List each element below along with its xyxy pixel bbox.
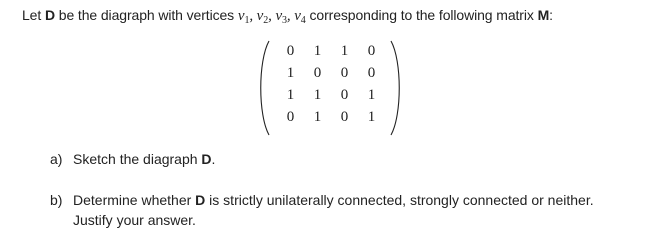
matrix-cell: 0 <box>367 65 376 81</box>
left-parenthesis <box>261 41 269 135</box>
problem-statement <box>22 7 553 26</box>
vertex-3: $v_3$ <box>275 8 287 26</box>
matrix-cell: 1 <box>313 109 322 125</box>
matrix-cell: 0 <box>313 65 322 81</box>
question-a-label: a) <box>50 151 63 167</box>
intro-middle: be the diagraph with vertices <box>54 7 238 23</box>
diagraph-symbol: D <box>44 7 55 23</box>
vertex-2: $v_2$ <box>256 8 269 26</box>
vertex-4: $v_4$ <box>294 8 306 26</box>
matrix-cell: 0 <box>367 43 376 59</box>
question-b-justify: Justify your answer. <box>73 212 196 228</box>
question-a-text: Sketch the diagraph <box>73 151 202 167</box>
matrix-cell: 1 <box>286 87 295 103</box>
vertex-1: $v_1$ <box>237 8 250 26</box>
adjacency-matrix <box>257 39 403 137</box>
question-a-diagraph: D <box>201 151 212 167</box>
matrix-cell: 0 <box>340 109 349 125</box>
question-b <box>50 192 594 208</box>
matrix-symbol: M <box>537 7 550 23</box>
matrix-cell: 0 <box>286 43 295 59</box>
intro-colon: : <box>549 7 553 23</box>
question-a-period: . <box>211 151 216 167</box>
intro-suffix: corresponding to the following matrix <box>305 7 538 23</box>
matrix-entries <box>277 40 385 128</box>
matrix-cell: 1 <box>367 109 376 125</box>
question-a <box>50 151 215 167</box>
question-b-text-end: is strictly unilaterally connected, strongly connected or neither. <box>205 192 594 208</box>
right-parenthesis <box>391 41 399 135</box>
vertex-list: $v_1$, $v_2$, $v_3$, $v_4$ <box>237 8 306 26</box>
matrix-cell: 1 <box>286 65 295 81</box>
matrix-cell: 0 <box>286 109 295 125</box>
matrix-cell: 1 <box>367 87 376 103</box>
matrix-cell: 0 <box>340 65 349 81</box>
matrix-cell: 1 <box>313 43 322 59</box>
question-b-text-start: Determine whether <box>73 192 196 208</box>
matrix-cell: 1 <box>313 87 322 103</box>
matrix-cell: 0 <box>340 87 349 103</box>
question-b-label: b) <box>50 192 63 208</box>
intro-prefix: Let <box>22 7 45 23</box>
matrix-cell: 1 <box>340 43 349 59</box>
question-b-diagraph: D <box>195 192 206 208</box>
